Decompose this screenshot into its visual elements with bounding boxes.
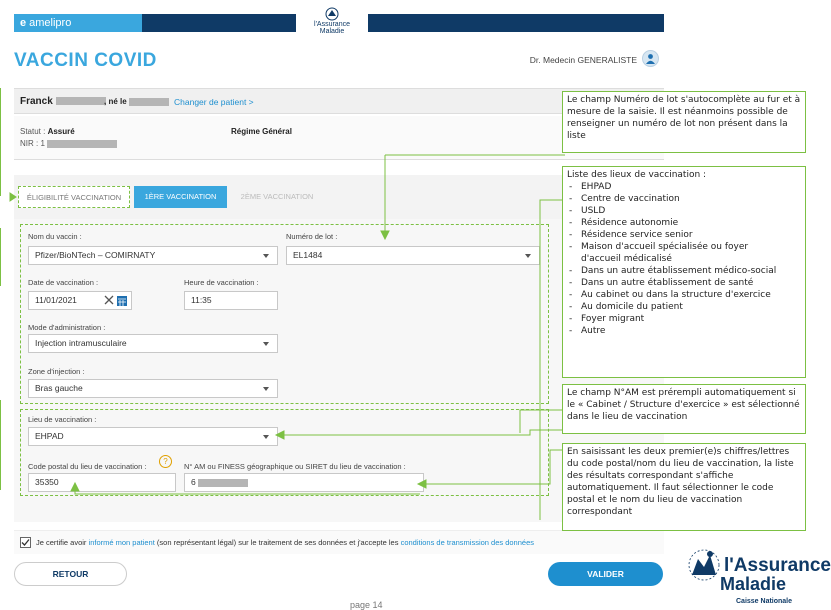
callout-cp: En saisissant les deux premier(e)s chiffres/lettres du code postal/nom du lieu de vaccination, la liste des résultats correspondant s'affiche automatiquement. Il faut sélectionner le code postal et le nom du lieu de vaccination correspondant — [562, 443, 806, 531]
patient-first-name: Franck — [20, 96, 53, 107]
tab-eligibilite[interactable]: ÉLIGIBILITÉ VACCINATION — [18, 186, 130, 208]
date-label: Date de vaccination : — [28, 278, 99, 287]
assurance-maladie-footer-logo: l'Assurance Maladie Caisse Nationale — [680, 543, 814, 607]
lieux-list — [567, 181, 801, 337]
back-button[interactable]: RETOUR — [14, 562, 127, 586]
vaccine-value: Pfizer/BioNTech – COMIRNATY — [35, 250, 156, 260]
date-value: 11/01/2021 — [35, 295, 77, 305]
left-annotation-line — [0, 228, 1, 286]
left-annotation-line — [0, 400, 1, 490]
nam-value: 6 — [191, 477, 196, 487]
tab-2eme-vaccination: 2ÈME VACCINATION — [240, 192, 314, 201]
callout-lot: Le champ Numéro de lot s'autocomplète au fur et à mesure de la saisie. Il est néanmoins possible de renseigner un numéro de lot non présent dans la liste — [562, 91, 806, 153]
amelipro-brand[interactable]: e amelipro — [14, 14, 142, 32]
lot-label: Numéro de lot : — [286, 232, 338, 241]
zone-label: Zone d'injection : — [28, 367, 85, 376]
list-item: - Centre de vaccination — [567, 193, 801, 205]
callout-nam: Le champ N°AM est prérempli automatiquement si le « Cabinet / Structure d'exercice » est sélectionné dans le lieu de vaccination — [562, 384, 806, 434]
assurance-maladie-emblem-icon — [684, 545, 724, 585]
time-input[interactable]: 11:35 — [184, 291, 278, 310]
list-item: - Résidence service senior — [567, 229, 801, 241]
list-item: d'accueil médicalisé — [581, 254, 672, 264]
consent-text: Je certifie avoir informé mon patient (son représentant légal) sur le traitement de ses données et j'accepte les conditions de transmission des données — [36, 538, 534, 547]
mode-label: Mode d'administration : — [28, 323, 106, 332]
change-patient-link[interactable]: Changer de patient > — [174, 97, 254, 107]
lieu-label: Lieu de vaccination : — [28, 415, 97, 424]
validate-button[interactable]: VALIDER — [548, 562, 663, 586]
amelipro-logo-icon: e — [20, 17, 27, 29]
nir-label: NIR : 1 — [20, 139, 45, 148]
list-item: - Maison d'accueil spécialisée ou foyer — [567, 241, 801, 253]
help-icon[interactable]: ? — [159, 455, 172, 468]
informed-patient-link[interactable]: informé mon patient — [88, 538, 155, 547]
list-item: - Dans un autre établissement médico-social — [567, 265, 801, 277]
patient-born-label: , né le — [104, 97, 127, 106]
list-item: - USLD — [567, 205, 801, 217]
callout-lieux: Liste des lieux de vaccination : - EHPAD - Centre de vaccination - USLD - Résidence autonomie - Résidence service senior - Maison d'accueil spécialisée ou foyer d'accueil médicalisé - Dans un autre établissement médico-social - Dans un autre établissement de santé - Au cabinet ou dans la structure d'exercice - Au domicile du patient - Foyer migrant - Autre — [562, 166, 806, 378]
list-item: - Autre — [567, 325, 801, 337]
doctor-name: Dr. Medecin GENERALISTE — [529, 55, 637, 65]
list-item: - Au domicile du patient — [567, 301, 801, 313]
lot-value: EL1484 — [293, 250, 323, 260]
regime-label: Régime Général — [231, 127, 292, 136]
list-item: - EHPAD — [567, 181, 801, 193]
list-item: - Dans un autre établissement de santé — [567, 277, 801, 289]
transmission-conditions-link[interactable]: conditions de transmission des données — [400, 538, 534, 547]
zone-value: Bras gauche — [35, 383, 83, 393]
list-item: - Au cabinet ou dans la structure d'exercice — [567, 289, 801, 301]
tab-1ere-vaccination[interactable]: 1ÈRE VACCINATION — [134, 186, 227, 208]
nam-label: N° AM ou FINESS géographique ou SIRET du lieu de vaccination : — [184, 462, 406, 471]
lieu-value: EHPAD — [35, 431, 64, 441]
page-title: VACCIN COVID — [14, 50, 157, 71]
left-annotation-line — [0, 88, 1, 196]
mode-value: Injection intramusculaire — [35, 338, 127, 348]
page-number: page 14 — [350, 600, 383, 610]
assurance-maladie-logo: l'Assurance Maladie — [296, 6, 368, 36]
cp-input[interactable]: 35350 — [28, 473, 176, 492]
cp-label: Code postal du lieu de vaccination : — [28, 462, 147, 471]
vaccine-label: Nom du vaccin : — [28, 232, 82, 241]
list-item: - Résidence autonomie — [567, 217, 801, 229]
time-label: Heure de vaccination : — [184, 278, 259, 287]
statut-label: Statut : — [20, 127, 48, 136]
statut-value: Assuré — [47, 127, 75, 136]
list-item: - Foyer migrant — [567, 313, 801, 325]
